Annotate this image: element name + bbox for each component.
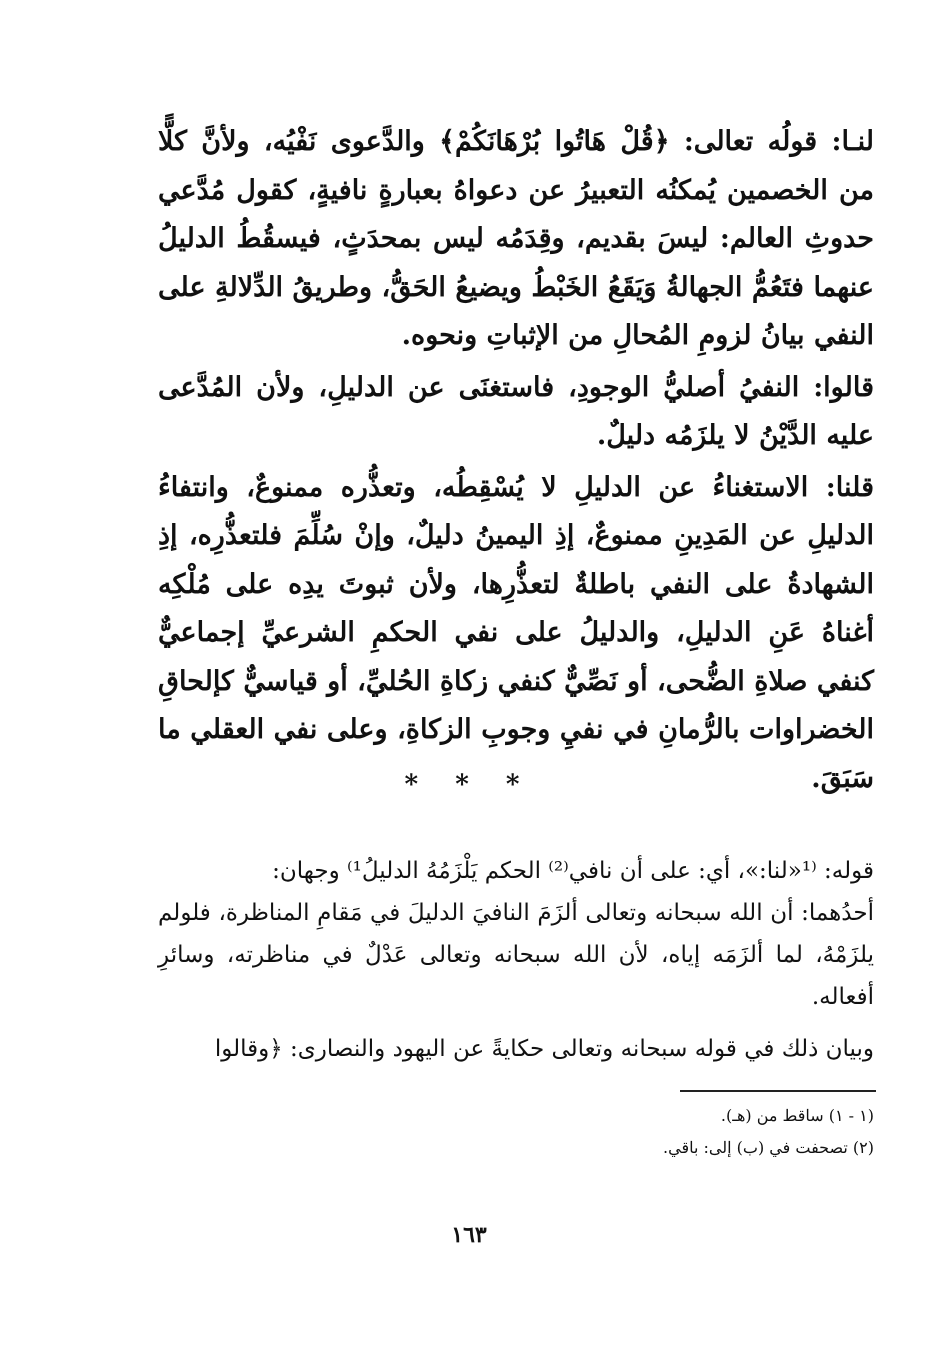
commentary-text — [158, 850, 874, 1070]
page-number: ١٦٣ — [451, 1222, 487, 1248]
footnotes — [300, 1100, 874, 1164]
footnote-2: (٢) تصحفت في (ب) إلى: باقي. — [663, 1138, 874, 1157]
commentary-paragraph-2: أحدُهما: أن الله سبحانه وتعالى ألزَمَ النافيَ الدليلَ في مَقامِ المناظرة، فلولم يلزَمْهُ، لما ألزَمَه إياه، لأن الله سبحانه وتعالى عَدْلٌ في مناظرته، وسائرِ أفعاله. — [158, 900, 874, 1010]
commentary-paragraph-1: قوله: ⁽¹«لنا:»، أي: على أن نافي⁽²⁾ الحكم يَلْزَمُهُ الدليلُ¹⁾ وجهان: — [272, 858, 874, 884]
main-paragraph-2: قالوا: النفيُ أصليُّ الوجودِ، فاستغنَى عن الدليلِ، ولأن المُدَّعى عليه الدَّيْنُ لا يلزَمُه دليلٌ. — [158, 371, 874, 451]
main-text — [158, 118, 874, 803]
footnote-1: (١ - ١) ساقط من (هـ). — [720, 1106, 874, 1125]
section-separator: * * * — [404, 770, 534, 800]
main-paragraph-3: قلنا: الاستغناءُ عن الدليلِ لا يُسْقِطُه، وتعذُّره ممنوعٌ، وانتفاءُ الدليلِ عن المَدِينِ ممنوعٌ، إذِ اليمينُ دليلٌ، وإنْ سُلِّمَ فلتعذُّرِه، إذِ الشهادةُ على النفي باطلةٌ لتعذُّرِها، ولأن ثبوتَ يدِه على مُلْكِه أغناهُ عَنِ الدليلِ، والدليلُ على نفي الحكمِ الشرعيِّ إجماعيٌّ كنفي صلاةِ الضُّحى، أو نَصِّيٌّ كنفي زكاةِ الحُليِّ، أو قياسيٌّ كإلحاقِ الخضراوات بالرُّمانِ في نفيِ وجوبِ الزكاةِ، وعلى نفي العقلي ما سَبَقَ. — [158, 471, 874, 794]
commentary-paragraph-3: وبيان ذلك في قوله سبحانه وتعالى حكايةً عن اليهود والنصارى: ﴿وقالوا — [214, 1036, 874, 1062]
footnote-divider — [680, 1090, 876, 1092]
main-paragraph-1: لنـا: قولُه تعالى: ﴿قُلْ هَاتُوا بُرْهَانَكُمْ﴾ والدَّعوى نَفْيُه، ولأنَّ كلًّا من الخصمين يُمكنُه التعبيرُ عن دعواهُ بعبارةٍ نافيةٍ، كقول مُدَّعي حدوثِ العالم: ليسَ بقديم، وقِدَمُه ليس بمحدَثٍ، فيسقُطُ الدليلُ عنهما فتَعُمُّ الجهالةُ وَيَقَعُ الخَبْطُ ويضيعُ الحَقُّ، وطريقُ الدِّلالةِ على النفي بيانُ لزومِ المُحالِ من الإثباتِ ونحوه. — [158, 126, 874, 351]
